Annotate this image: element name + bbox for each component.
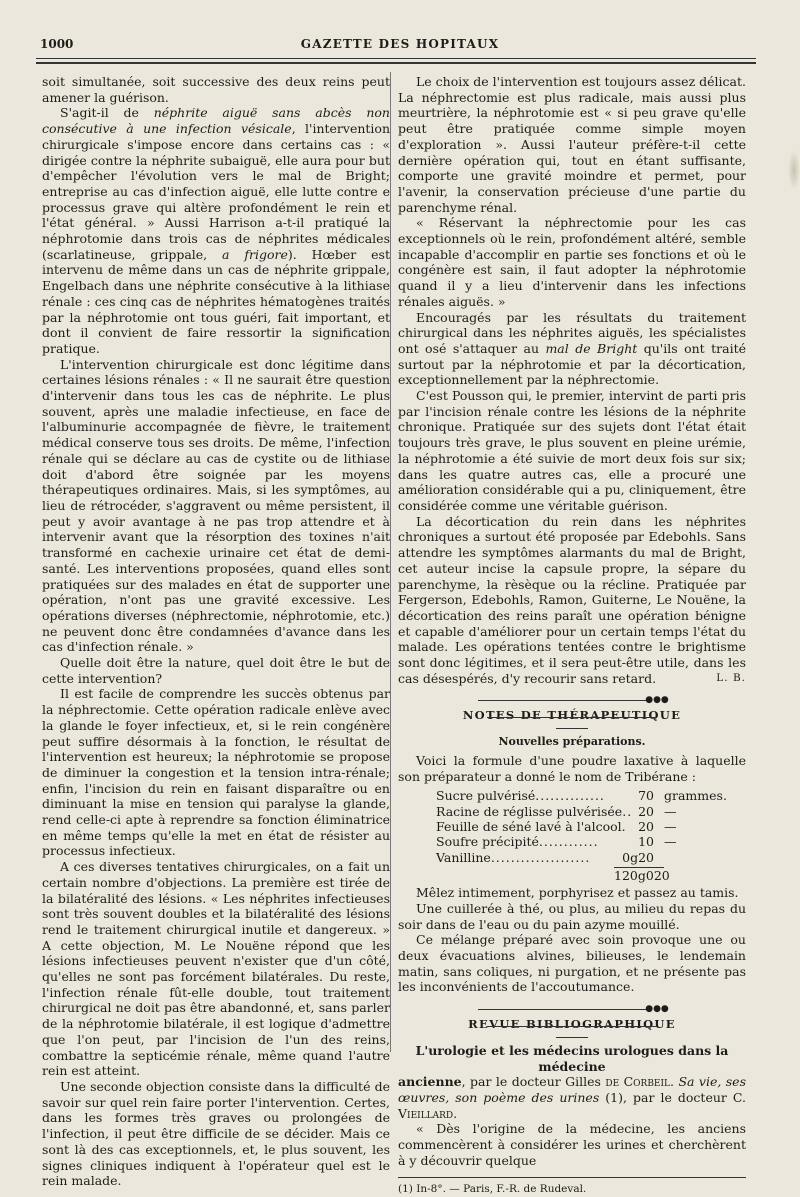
section-separator: ●●● [398, 1001, 746, 1013]
column-divider [390, 72, 391, 1052]
recipe-row: Racine de réglisse pulvérisée.. 20 — [436, 803, 677, 819]
paragraph: soit simultanée, soit successive des deux reins peut amener la guérison. [42, 74, 390, 105]
short-rule [556, 1037, 588, 1038]
paragraph: Encouragés par les résultats du traitement chirurgical dans les néphrites aiguës, les spécialistes ont osé s'attaquer au mal de Bright qu'ils ont traité surtout par la néphrotomie et par la décortication, exceptionnellement par la néphrectomie. [398, 309, 746, 388]
page-number: 1000 [40, 37, 74, 51]
paragraph: « Réservant la néphrectomie pour les cas exceptionnels où le rein, profondément altéré, semble incapable d'accomplir en partie ses fonctions et où le congénère est sain, il faut adopter la néphrotomie quand il y a lieu d'intervenir dans les infections rénales aiguës. » [398, 215, 746, 309]
footnote-rule [398, 1177, 746, 1178]
paragraph: « Dès l'origine de la médecine, les anciens commencèrent à considérer les urines et cherchèrent à y découvrir quelque [398, 1121, 746, 1168]
header-rule [36, 58, 756, 59]
paragraph: Il est facile de comprendre les succès obtenus par la néphrectomie. Cette opération radicale enlève avec la glande le foyer infectieux, et, si le rein congénère peut suffire désormais à la fonction, le résultat de l'intervention est heureux; la néphrotomie se propose de diminuer la congestion et la tension intra-rénale; enfin, l'incision du rein en faisant disparaître ou en diminuant la mise en tension qui paralyse la glande, rend celle-ci apte à reprendre sa fonction éliminatrice en même temps qu'elle la met en état de résister au processus infectieux. [42, 686, 390, 859]
left-column [42, 74, 390, 1189]
paragraph: C'est Pousson qui, le premier, intervint de parti pris par l'incision rénale contre les lésions de la néphrite chronique. Pratiquée sur des sujets dont l'état était toujours très grave, le plus souvent en pleine urémie, la néphrotomie a été suivie de mort deux fois sur six; dans les quatre autres cas, elle a procuré une amélioration considérable qui a pu, cliniquement, être considérée comme une véritable guérison. [398, 388, 746, 513]
author-signature: L. B. [716, 671, 746, 684]
section-separator: ●●● [398, 692, 746, 704]
footnote: (1) In-8°. — Paris, F.-R. de Rudeval. [398, 1182, 587, 1195]
paragraph: Mêlez intimement, porphyrisez et passez au tamis. [416, 885, 739, 901]
subsection-title: Nouvelles préparations. [498, 735, 646, 749]
paragraph: Une cuillerée à thé, ou plus, au milieu du repas du soir dans de l'eau ou du pain azyme mouillé. [398, 900, 746, 932]
recipe-row: Vanilline.................... 0g20 [436, 849, 654, 865]
paragraph: Une seconde objection consiste dans la difficulté de savoir sur quel rein faire porter l'intervention. Certes, dans les formes très graves ou prolongées de l'infection, il peut être difficile de se décider. Mais ce sont là des cas exceptionnels, et, le plus souvent, les signes cliniques indiquent à l'opérateur quel est le rein malade. [42, 1079, 390, 1189]
recipe-total: 120g020 [614, 868, 670, 884]
paper-stain [788, 150, 800, 190]
recipe-row: Sucre pulvérisé.............. 70 grammes. [436, 788, 727, 804]
paragraph: S'agit-il de néphrite aiguë sans abcès non consécutive à une infection vésicale, l'intervention chirurgicale s'impose encore dans certains cas : « dirigée contre la néphrite subaiguë, elle aura pour but d'empêcher l'évolution vers le mal de Bright; entreprise au cas d'infection aiguë, elle lutte contre e processus grave qui altère profondément le rein et l'état général. » Aussi Harrison a-t-il pratiqué la néphrotomie dans trois cas de néphrites médicales (scarlatineuse, grippale, a frigore). Hœber est intervenu de même dans un cas de néphrite grippale, Engelbach dans une néphrite consécutive à la lithiase rénale : ces cinq cas de néphrites hématogènes traités par la néphrotomie ont tous guéri, fait important, et dont il convient de faire ressortir la signification pratique. [42, 105, 391, 356]
short-rule [556, 728, 588, 729]
right-column [398, 74, 746, 1197]
recipe-row: Feuille de séné lavé à l'alcool. 20 — [436, 819, 677, 835]
header-rule-thick [36, 62, 756, 64]
recipe-table [436, 788, 736, 883]
recipe-row: Soufre précipité............ 10 — [436, 834, 677, 850]
running-title: GAZETTE DES HOPITAUX [300, 37, 500, 51]
paragraph: La décortication du rein dans les néphrites chroniques a surtout été proposée par Edebohls. Sans attendre les symptômes alarmants du mal de Bright, cet auteur incise la capsule propre, la sépare du parenchyme, la rèsèque ou la récline. Pratiquée par Fergerson, Edebohls, Ramon, Guiterne, Le Nouëne, la décortication des reins paraît une opération bénigne et capable d'améliorer pour un certain temps l'état du malade. Les opérations tentées contre le brightisme sont donc légitimes, et il sera peut-être utile, dans les cas désespérés, d'y recourir sans retard. L. B. [398, 513, 746, 686]
section-title-notes: NOTES DE THÉRAPEUTIQUE [462, 708, 682, 723]
paragraph: Voici la formule d'une poudre laxative à laquelle son préparateur a donné le nom de Tribérane : [398, 752, 746, 784]
book-reference: L'urologie et les médecins urologues dans la médecine ancienne, par le docteur Gilles de Corbeil. Sa vie, ses œuvres, son poème des urines (1), par le docteur C. Vieillard. [398, 1042, 746, 1121]
paragraph: L'intervention chirurgicale est donc légitime dans certaines lésions rénales : « Il ne saurait être question d'intervenir dans tous les cas de néphrite. Le plus souvent, après une maladie infectieuse, en face de l'albuminurie accompagnée de fièvre, le traitement médical conserve tous ses droits. De même, l'infection rénale qui se déclare au cas de cystite ou de lithiase doit d'abord être soignée par les moyens thérapeutiques ordinaires. Mais, si les symptômes, au lieu de rétrocéder, s'aggravent ou même persistent, il peut y avoir avantage à ne pas trop attendre et à intervenir avant que la résorption des toxines n'ait transformé en cachexie urinaire cet état de demi-santé. Les interventions proposées, quand elles sont pratiquées sur des malades en état de supporter une opération, n'ont pas une gravité excessive. Les opérations diverses (néphrectomie, néphrotomie, etc.) ne peuvent donc être condamnées d'avance dans les cas d'infection rénale. » [42, 356, 390, 655]
paragraph: A ces diverses tentatives chirurgicales, on a fait un certain nombre d'objections. La première est tirée de la bilatéralité des lésions. « Les néphrites infectieuses sont très souvent doubles et la bilatéralité des lésions rend le traitement chirurgical inutile et dangereux. » A cette objection, M. Le Nouëne répond que les lésions infectieuses peuvent n'exister que d'un côté, qu'elles ne sont pas forcément bilatérales. Du reste, l'infection rénale fût-elle double, tout traitement chirurgical ne doit pas être abandonné, et, sans parler de la néphrotomie bilatérale, il est logique d'admettre que l'on peut, par l'incision de l'un des reins, combattre la septicémie rénale, même quand l'autre rein est atteint. [42, 859, 390, 1079]
section-title-revue: REVUE BIBLIOGRAPHIQUE [468, 1017, 676, 1032]
paragraph: Le choix de l'intervention est toujours assez délicat. La néphrectomie est plus radicale, mais aussi plus meurtrière, la néphrotomie est « si peu grave qu'elle peut être pratiquée comme simple moyen d'exploration ». Aussi l'auteur préfère-t-il cette dernière opération qui, tout en étant suffisante, comporte une gravité moindre et permet, pour l'avenir, la conservation précieuse d'une partie du parenchyme rénal. [398, 74, 746, 215]
paragraph: Quelle doit être la nature, quel doit être le but de cette intervention? [42, 655, 390, 686]
paragraph: Ce mélange préparé avec soin provoque une ou deux évacuations alvines, bilieuses, le lendemain matin, sans coliques, ni purgation, et ne présente pas les inconvénients de l'accoutumance. [398, 932, 746, 995]
